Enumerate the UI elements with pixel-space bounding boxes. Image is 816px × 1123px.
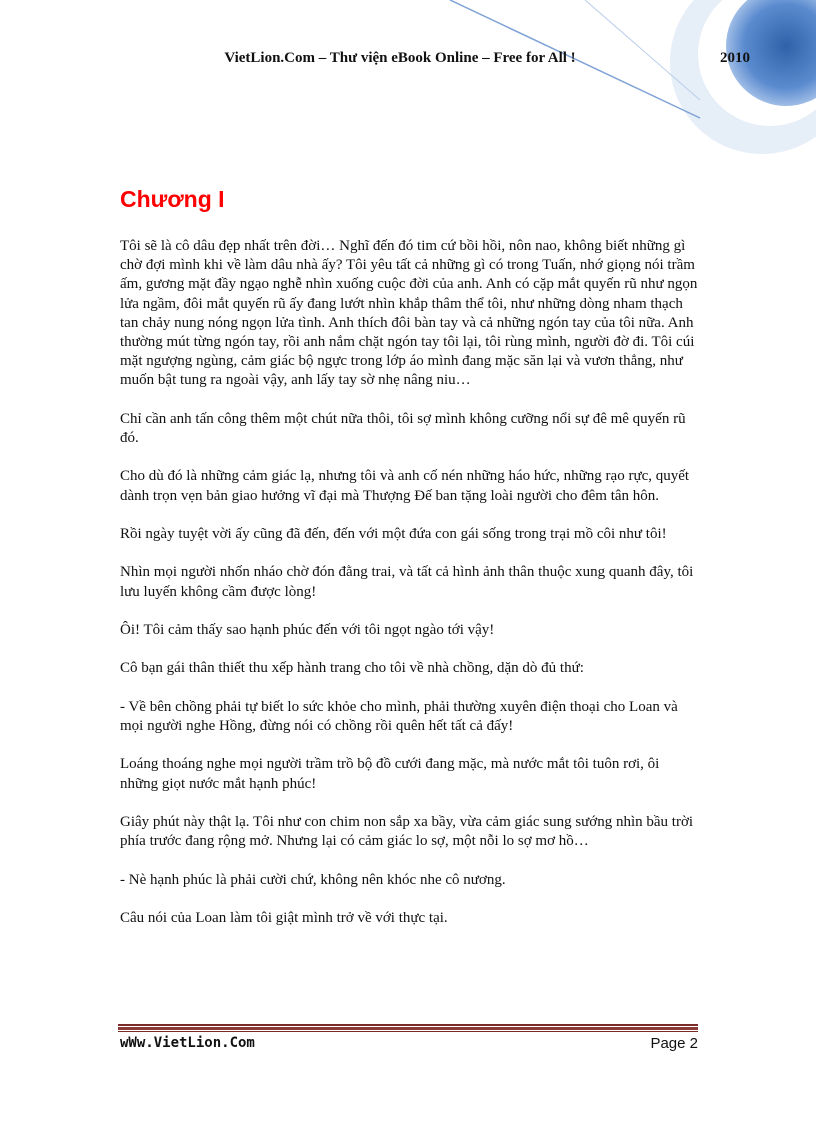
- footer-rule: [118, 1024, 698, 1032]
- paragraph: Tôi sẽ là cô dâu đẹp nhất trên đời… Nghĩ đến đó tim cứ bồi hồi, nôn nao, không biết những gì chờ đợi mình khi về làm dâu nhà ấy? Tôi yêu tất cả những gì có trong Tuấn, nhớ giọng nói trầm ấm, gương mặt đầy ngạo nghễ nhìn xuống cuộc đời của anh. Anh có cặp mắt quyến rũ như ngọn lửa ngầm, đôi mắt quyến rũ ấy đang lướt nhìn khắp thâm thể tôi, như những dòng nham thạch tan chảy nung nóng ngọn lửa tình. Anh thích đôi bàn tay và cả những ngón tay của tôi nữa. Anh thường mút từng ngón tay, rồi anh nắm chặt ngón tay tôi lại, tôi rùng mình, người đờ đi. Tôi cúi mặt ngượng ngùng, cảm giác bộ ngực trong lớp áo mình đang mặc săn lại và vươn thẳng, như muốn bật tung ra ngoài vậy, anh lấy tay sờ nhẹ nâng niu…: [120, 238, 698, 389]
- paragraph: Câu nói của Loan làm tôi giật mình trở về với thực tại.: [120, 909, 448, 926]
- paragraph: Nhìn mọi người nhốn nháo chờ đón đằng trai, và tất cả hình ảnh thân thuộc xung quanh đây, tôi lưu luyến không cầm được lòng!: [120, 564, 694, 600]
- paragraph: - Nè hạnh phúc là phải cười chứ, không nên khóc nhe cô nương.: [120, 871, 506, 888]
- header-year: 2010: [720, 50, 750, 66]
- chapter-title: Chương I: [120, 186, 225, 212]
- paragraph: Ôi! Tôi cảm thấy sao hạnh phúc đến với tôi ngọt ngào tới vậy!: [120, 621, 495, 638]
- header-title: VietLion.Com – Thư viện eBook Online – Free for All !: [224, 50, 576, 66]
- header-decoration: [0, 0, 816, 160]
- paragraph: - Về bên chồng phải tự biết lo sức khỏe cho mình, phải thường xuyên điện thoại cho Loan và mọi người nghe Hồng, đừng nói có chồng rồi quên hết tất cả đấy!: [120, 698, 678, 734]
- footer-site: wWw.VietLion.Com: [120, 1035, 255, 1051]
- paragraph: Rồi ngày tuyệt vời ấy cũng đã đến, đến với một đứa con gái sống trong trại mồ côi như tôi!: [120, 526, 667, 542]
- paragraph: Cho dù đó là những cảm giác lạ, nhưng tôi và anh cố nén những háo hức, những rạo rực, quyết dành trọn vẹn bản giao hưởng vĩ đại mà Thượng Đế ban tặng loài người cho đêm tân hôn.: [120, 468, 690, 504]
- paragraph: Cô bạn gái thân thiết thu xếp hành trang cho tôi về nhà chồng, dặn dò đủ thứ:: [120, 660, 584, 677]
- page-number: Page 2: [650, 1035, 698, 1052]
- paragraph: Chỉ cần anh tấn công thêm một chút nữa thôi, tôi sợ mình không cưỡng nổi sự đê mê quyến rũ đó.: [120, 410, 686, 447]
- chapter-content: [120, 237, 700, 947]
- paragraph: Giây phút này thật lạ. Tôi như con chim non sắp xa bầy, vừa cảm giác sung sướng nhìn bầu trời phía trước đang rộng mở. Nhưng lại có cảm giác lo sợ, một nỗi lo sợ mơ hồ…: [120, 813, 694, 850]
- paragraph: Loáng thoáng nghe mọi người trầm trồ bộ đồ cưới đang mặc, mà nước mắt tôi tuôn rơi, ôi những giọt nước mắt hạnh phúc!: [120, 756, 660, 792]
